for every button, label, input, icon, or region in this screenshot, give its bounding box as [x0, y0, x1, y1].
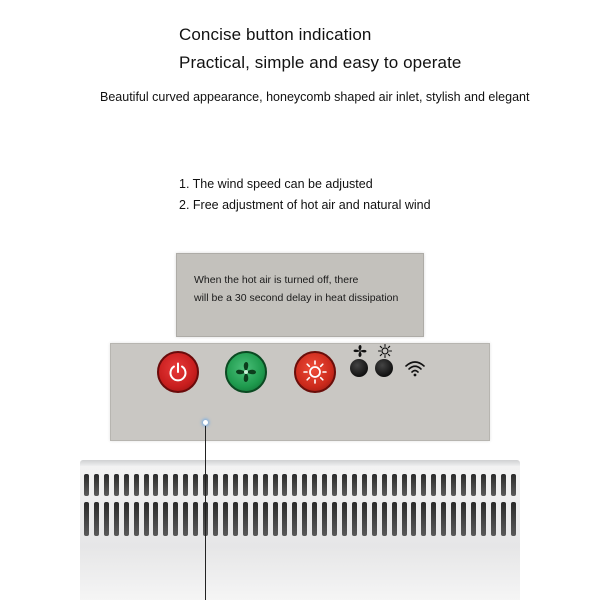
vent-slot	[273, 502, 278, 536]
note-line: will be a 30 second delay in heat dissipation	[194, 292, 399, 304]
vent-slot	[144, 474, 149, 496]
vent-slot	[173, 474, 178, 496]
vent-slot	[292, 474, 297, 496]
vent-slot	[501, 474, 506, 496]
vent-slot	[243, 474, 248, 496]
vent-slot	[104, 474, 109, 496]
vent-slot	[441, 474, 446, 496]
pointer-dot	[203, 420, 208, 425]
vent-slot	[163, 474, 168, 496]
vent-slot	[302, 474, 307, 496]
vent-slot	[501, 502, 506, 536]
headline-button-indication: Concise button indication	[179, 25, 372, 44]
vent-slot	[491, 474, 496, 496]
vent-slot	[253, 502, 258, 536]
vent-slot	[124, 502, 129, 536]
vent-slot	[411, 474, 416, 496]
vent-slot	[94, 474, 99, 496]
vent-slot	[322, 502, 327, 536]
vent-slot	[183, 474, 188, 496]
vent-slot	[282, 474, 287, 496]
vent-slot	[451, 474, 456, 496]
vent-slot	[144, 502, 149, 536]
vent-slot	[451, 502, 456, 536]
headline-easy-operation: Practical, simple and easy to operate	[179, 53, 462, 72]
vent-slot	[372, 474, 377, 496]
vent-slot	[193, 502, 198, 536]
vent-slot	[263, 474, 268, 496]
vent-slot	[461, 502, 466, 536]
vent-slot	[223, 502, 228, 536]
vent-slot	[431, 502, 436, 536]
vent-slot	[263, 502, 268, 536]
fan-icon	[352, 344, 368, 358]
fan-indicator	[350, 359, 368, 377]
power-button[interactable]	[157, 351, 199, 393]
vent-slot	[233, 502, 238, 536]
fan-icon	[233, 359, 259, 385]
vent-row-upper	[84, 474, 516, 496]
vent-slot	[153, 502, 158, 536]
heat-dissipation-note	[176, 253, 424, 337]
vent-slot	[312, 474, 317, 496]
pointer-line	[205, 426, 206, 600]
vent-slot	[183, 502, 188, 536]
vent-slot	[441, 502, 446, 536]
vent-slot	[134, 502, 139, 536]
vent-slot	[134, 474, 139, 496]
vent-slot	[163, 502, 168, 536]
vent-slot	[511, 474, 516, 496]
vent-slot	[352, 502, 357, 536]
vent-slot	[173, 502, 178, 536]
vent-slot	[332, 502, 337, 536]
vent-slot	[302, 502, 307, 536]
vent-slot	[94, 502, 99, 536]
note-line: When the hot air is turned off, there	[194, 274, 359, 286]
heater-illustration	[80, 460, 520, 600]
vent-slot	[243, 502, 248, 536]
vent-slot	[104, 502, 109, 536]
vent-slot	[352, 474, 357, 496]
vent-slot	[124, 474, 129, 496]
vent-slot	[193, 474, 198, 496]
heat-indicator	[375, 359, 393, 377]
vent-slot	[481, 502, 486, 536]
vent-slot	[292, 502, 297, 536]
vent-slot	[392, 502, 397, 536]
subheading-appearance: Beautiful curved appearance, honeycomb shaped air inlet, stylish and elegant	[100, 90, 530, 104]
vent-slot	[382, 474, 387, 496]
vent-slot	[273, 474, 278, 496]
vent-slot	[372, 502, 377, 536]
vent-slot	[421, 502, 426, 536]
vent-slot	[421, 474, 426, 496]
vent-slot	[153, 474, 158, 496]
heat-button[interactable]	[294, 351, 336, 393]
control-panel	[110, 343, 490, 441]
vent-slot	[322, 474, 327, 496]
vent-slot	[491, 502, 496, 536]
vent-slot	[362, 474, 367, 496]
vent-slot	[312, 502, 317, 536]
vent-slot	[332, 474, 337, 496]
heater-body	[80, 466, 520, 600]
fan-button[interactable]	[225, 351, 267, 393]
vent-slot	[362, 502, 367, 536]
vent-slot	[223, 474, 228, 496]
vent-slot	[114, 502, 119, 536]
vent-slot	[213, 502, 218, 536]
power-icon	[167, 361, 189, 383]
vent-slot	[511, 502, 516, 536]
vent-slot	[233, 474, 238, 496]
vent-slot	[213, 474, 218, 496]
vent-slot	[402, 502, 407, 536]
vent-slot	[342, 502, 347, 536]
heat-sun-icon	[302, 359, 328, 385]
feature-wind-speed: 1. The wind speed can be adjusted	[179, 177, 373, 191]
vent-slot	[382, 502, 387, 536]
vent-slot	[471, 474, 476, 496]
vent-slot	[431, 474, 436, 496]
vent-slot	[253, 474, 258, 496]
feature-hot-air-natural-wind: 2. Free adjustment of hot air and natural wind	[179, 198, 431, 212]
vent-slot	[84, 502, 89, 536]
vent-slot	[114, 474, 119, 496]
wifi-icon[interactable]	[404, 358, 426, 378]
vent-slot	[392, 474, 397, 496]
vent-slot	[402, 474, 407, 496]
vent-row-lower	[84, 502, 516, 536]
vent-slot	[471, 502, 476, 536]
sun-icon	[377, 344, 393, 358]
vent-slot	[411, 502, 416, 536]
vent-slot	[84, 474, 89, 496]
vent-slot	[481, 474, 486, 496]
vent-slot	[342, 474, 347, 496]
vent-slot	[282, 502, 287, 536]
vent-slot	[461, 474, 466, 496]
